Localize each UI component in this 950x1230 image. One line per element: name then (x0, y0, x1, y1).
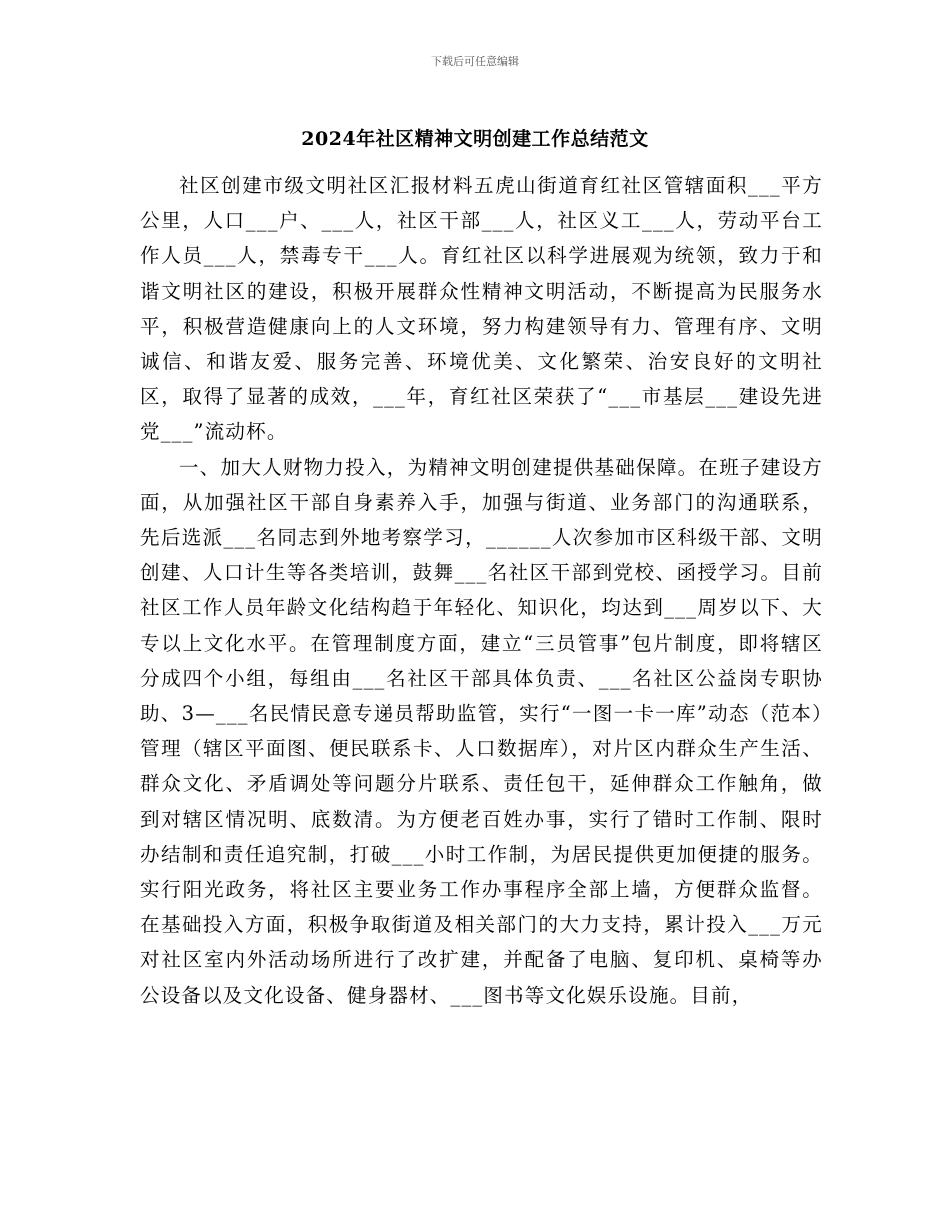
paragraph-intro: 社区创建市级文明社区汇报材料五虎山街道育红社区管辖面积___平方公里，人口___户、___人，社区干部___人，社区义工___人，劳动平台工作人员___人，禁毒专干___人。育红社区以科学进展观为统领，致力于和谐文明社区的建设，积极开展群众性精神文明活动，不断提高为民服务水平，积极营造健康向上的人文环境，努力构建领导有力、管理有序、文明诚信、和谐友爱、服务完善、环境优美、文化繁荣、治安良好的文明社区，取得了显著的成效，___年，育红社区荣获了“___市基层___建设先进党___”流动杯。 (140, 174, 823, 444)
document-body (140, 168, 823, 1013)
paragraph-section-one: 一、加大人财物力投入，为精神文明创建提供基础保障。在班子建设方面，从加强社区干部自身素养入手，加强与街道、业务部门的沟通联系，先后选派___名同志到外地考察学习，______人次参加市区科级干部、文明创建、人口计生等各类培训，鼓舞___名社区干部到党校、函授学习。目前社区工作人员年龄文化结构趋于年轻化、知识化，均达到___周岁以下、大专以上文化水平。在管理制度方面，建立“三员管事”包片制度，即将辖区分成四个小组，每组由___名社区干部具体负责、___名社区公益岗专职协助、3—___名民情民意专递员帮助监管，实行“一图一卡一库”动态（范本）管理（辖区平面图、便民联系卡、人口数据库），对片区内群众生产生活、群众文化、矛盾调处等问题分片联系、责任包干，延伸群众工作触角，做到对辖区情况明、底数清。为方便老百姓办事，实行了错时工作制、限时办结制和责任追究制，打破___小时工作制，为居民提供更加便捷的服务。实行阳光政务，将社区主要业务工作办事程序全部上墙，方便群众监督。在基础投入方面，积极争取街道及相关部门的大力支持，累计投入___万元对社区室内外活动场所进行了改扩建，并配备了电脑、复印机、桌椅等办公设备以及文化设备、健身器材、___图书等文化娱乐设施。目前， (140, 455, 823, 1007)
document-title: 2024年社区精神文明创建工作总结范文 (301, 128, 649, 150)
page-header-note: 下载后可任意编辑 (431, 55, 519, 68)
